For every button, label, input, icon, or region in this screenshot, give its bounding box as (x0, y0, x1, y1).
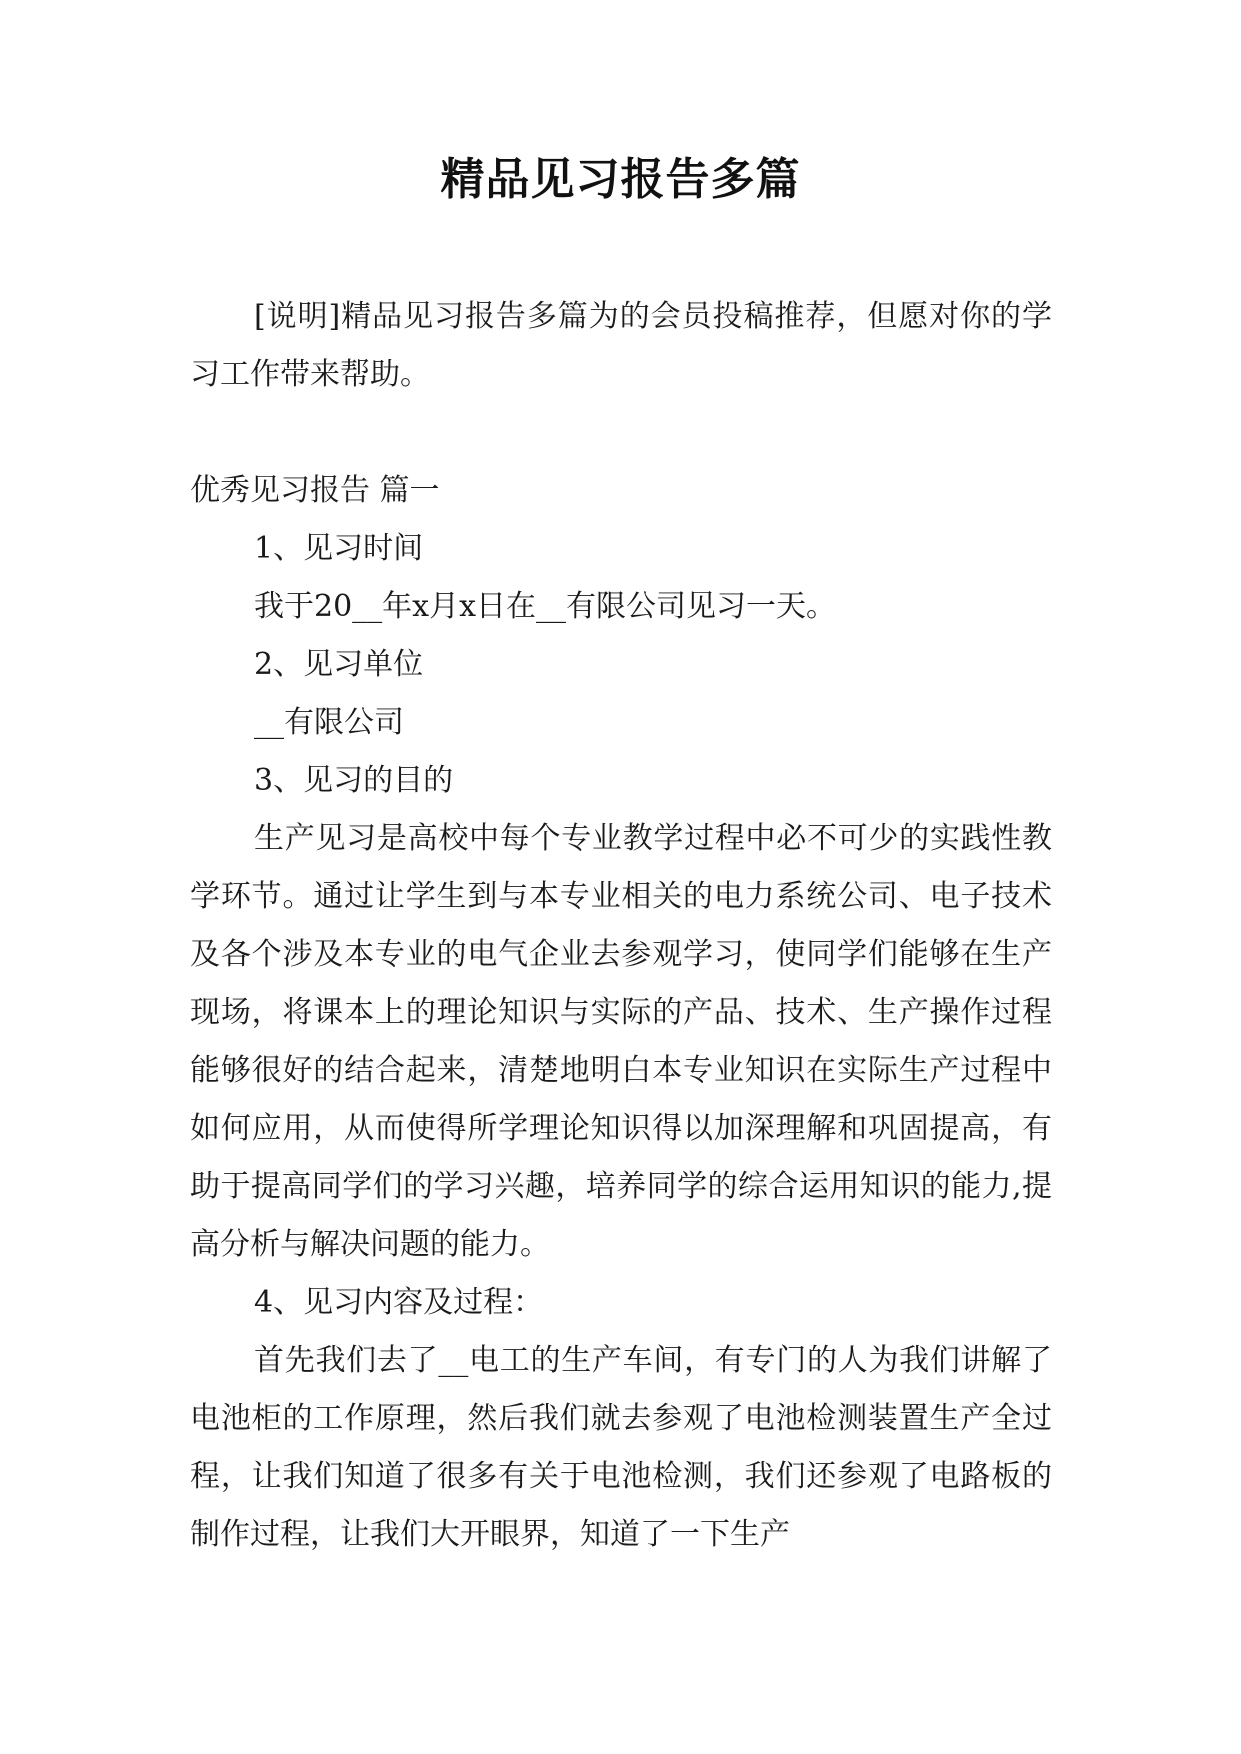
intro-paragraph: [说明]精品见习报告多篇为的会员投稿推荐，但愿对你的学习工作带来帮助。 (190, 299, 1052, 392)
item-text-time: 我于20__年x月x日在__有限公司见习一天。 (254, 589, 837, 624)
item-heading-time: 1、见习时间 (254, 531, 424, 566)
item-text-content: 首先我们去了__电工的生产车间，有专门的人为我们讲解了电池柜的工作原理，然后我们就去参观了电池检测装置生产全过程，让我们知道了很多有关于电池检测，我们还参观了电路板的制作过程，让我们大开眼界，知道了一下生产 (190, 1343, 1052, 1552)
item-heading-unit: 2、见习单位 (254, 647, 424, 682)
item-heading-content: 4、见习内容及过程： (254, 1285, 544, 1320)
paragraph-spacer (190, 404, 1052, 462)
item-text-purpose: 生产见习是高校中每个专业教学过程中必不可少的实践性教学环节。通过让学生到与本专业相关的电力系统公司、电子技术及各个涉及本专业的电气企业去参观学习，使同学们能够在生产现场，将课本上的理论知识与实际的产品、技术、生产操作过程能够很好的结合起来，清楚地明白本专业知识在实际生产过程中如何应用，从而使得所学理论知识得以加深理解和巩固提高，有助于提高同学们的学习兴趣，培养同学的综合运用知识的能力,提高分析与解决问题的能力。 (190, 821, 1052, 1262)
item-heading-purpose: 3、见习的目的 (254, 763, 454, 798)
document-body (190, 288, 1052, 1564)
item-text-unit: __有限公司 (254, 705, 404, 740)
section-heading: 优秀见习报告 篇一 (190, 473, 440, 508)
document-title: 精品见习报告多篇 (440, 154, 801, 205)
